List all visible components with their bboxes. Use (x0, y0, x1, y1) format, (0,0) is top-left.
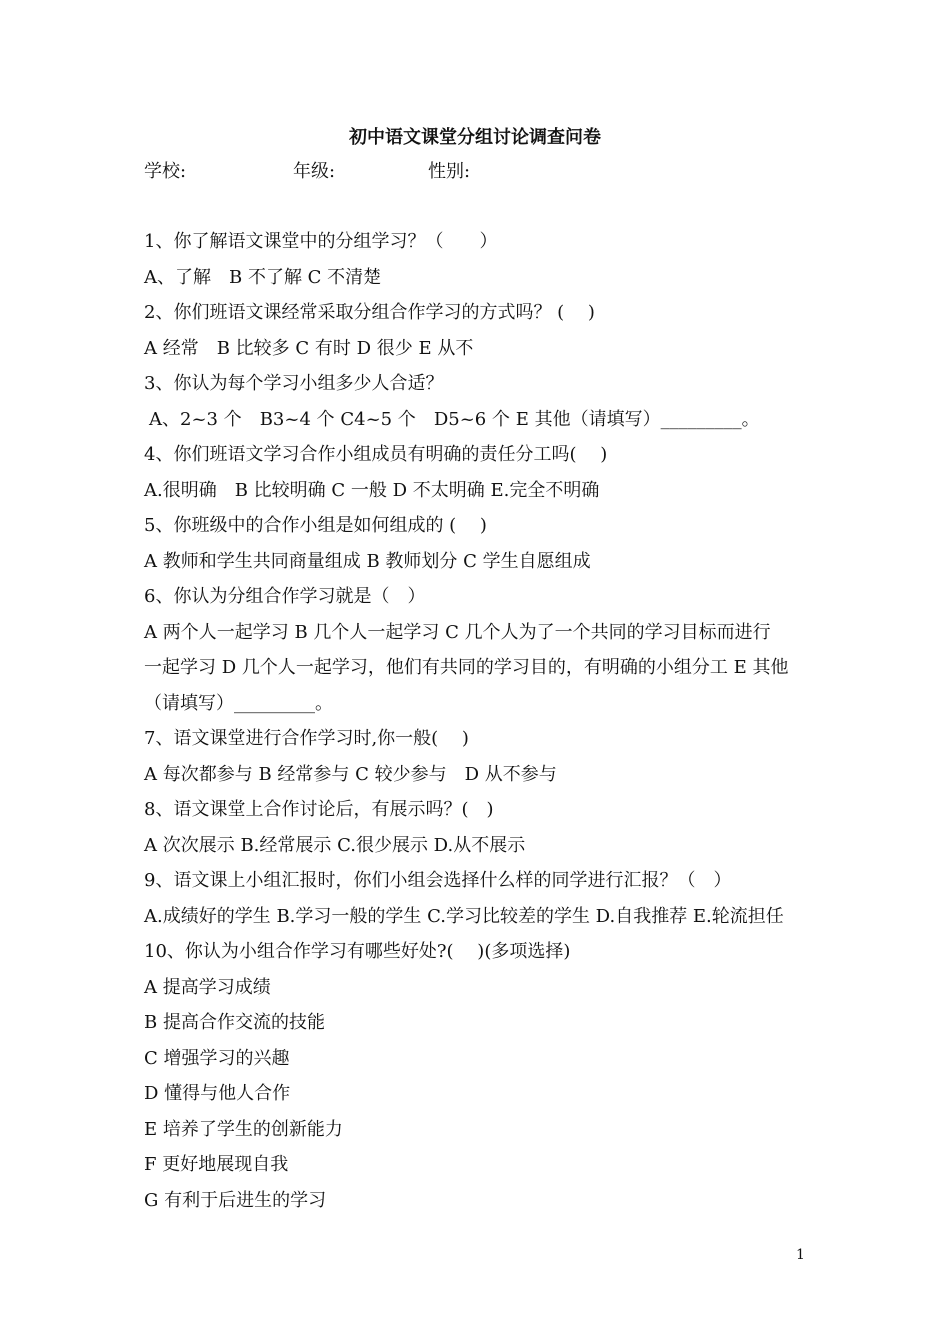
question-line: 7、语文课堂进行合作学习时,你一般( ) (144, 728, 469, 749)
option-line: A 两个人一起学习 B 几个人一起学习 C 几个人为了一个共同的学习目标而进行 (144, 621, 771, 643)
question-line: 9、语文课上小组汇报时，你们小组会选择什么样的同学进行汇报？（ ） (144, 870, 732, 891)
question-line: 10、你认为小组合作学习有哪些好处?( )(多项选择) (144, 941, 571, 962)
document-title: 初中语文课堂分组讨论调查问卷 (349, 127, 601, 148)
option-line: A.成绩好的学生 B.学习一般的学生 C.学习比较差的学生 D.自我推荐 E.轮流担任 (144, 905, 784, 927)
option-line: E 培养了学生的创新能力 (144, 1118, 343, 1140)
gender-label: 性别: (428, 161, 471, 182)
option-line: （请填写）_________。 (144, 692, 333, 714)
question-line: 8、语文课堂上合作讨论后，有展示吗？( ) (144, 799, 494, 820)
option-line: A、2~3 个 B3~4 个 C4~5 个 D5~6 个 E 其他（请填写）_________。 (149, 408, 760, 430)
question-line: 6、你认为分组合作学习就是（ ） (144, 586, 426, 607)
option-line: A 教师和学生共同商量组成 B 教师划分 C 学生自愿组成 (144, 550, 591, 572)
question-line: 1、你了解语文课堂中的分组学习？（ ） (144, 231, 498, 252)
respondent-info-row (0, 158, 950, 186)
page-number: 1 (796, 1247, 805, 1263)
option-line: B 提高合作交流的技能 (144, 1012, 325, 1033)
option-line: A.很明确 B 比较明确 C 一般 D 不太明确 E.完全不明确 (144, 479, 600, 501)
option-line: A 提高学习成绩 (144, 976, 271, 998)
question-line: 2、你们班语文课经常采取分组合作学习的方式吗？ ( ) (144, 302, 595, 323)
option-line: A、了解 B 不了解 C 不清楚 (144, 266, 382, 288)
option-line: A 次次展示 B.经常展示 C.很少展示 D.从不展示 (144, 834, 526, 856)
grade-label: 年级: (293, 161, 336, 182)
option-line: A 经常 B 比较多 C 有时 D 很少 E 从不 (144, 337, 474, 359)
question-line: 3、你认为每个学习小组多少人合适？ (144, 373, 444, 394)
option-line: C 增强学习的兴趣 (144, 1047, 290, 1069)
option-line: F 更好地展现自我 (144, 1154, 289, 1175)
option-line: A 每次都参与 B 经常参与 C 较少参与 D 从不参与 (144, 763, 557, 785)
option-line: 一起学习 D 几个人一起学习，他们有共同的学习目的，有明确的小组分工 E 其他 (144, 657, 789, 678)
question-line: 5、你班级中的合作小组是如何组成的 ( ) (144, 515, 487, 536)
option-line: G 有利于后进生的学习 (144, 1189, 327, 1211)
school-label: 学校: (144, 161, 187, 182)
question-list (144, 224, 824, 1218)
question-line: 4、你们班语文学习合作小组成员有明确的责任分工吗( ) (144, 444, 608, 465)
option-line: D 懂得与他人合作 (144, 1083, 291, 1104)
